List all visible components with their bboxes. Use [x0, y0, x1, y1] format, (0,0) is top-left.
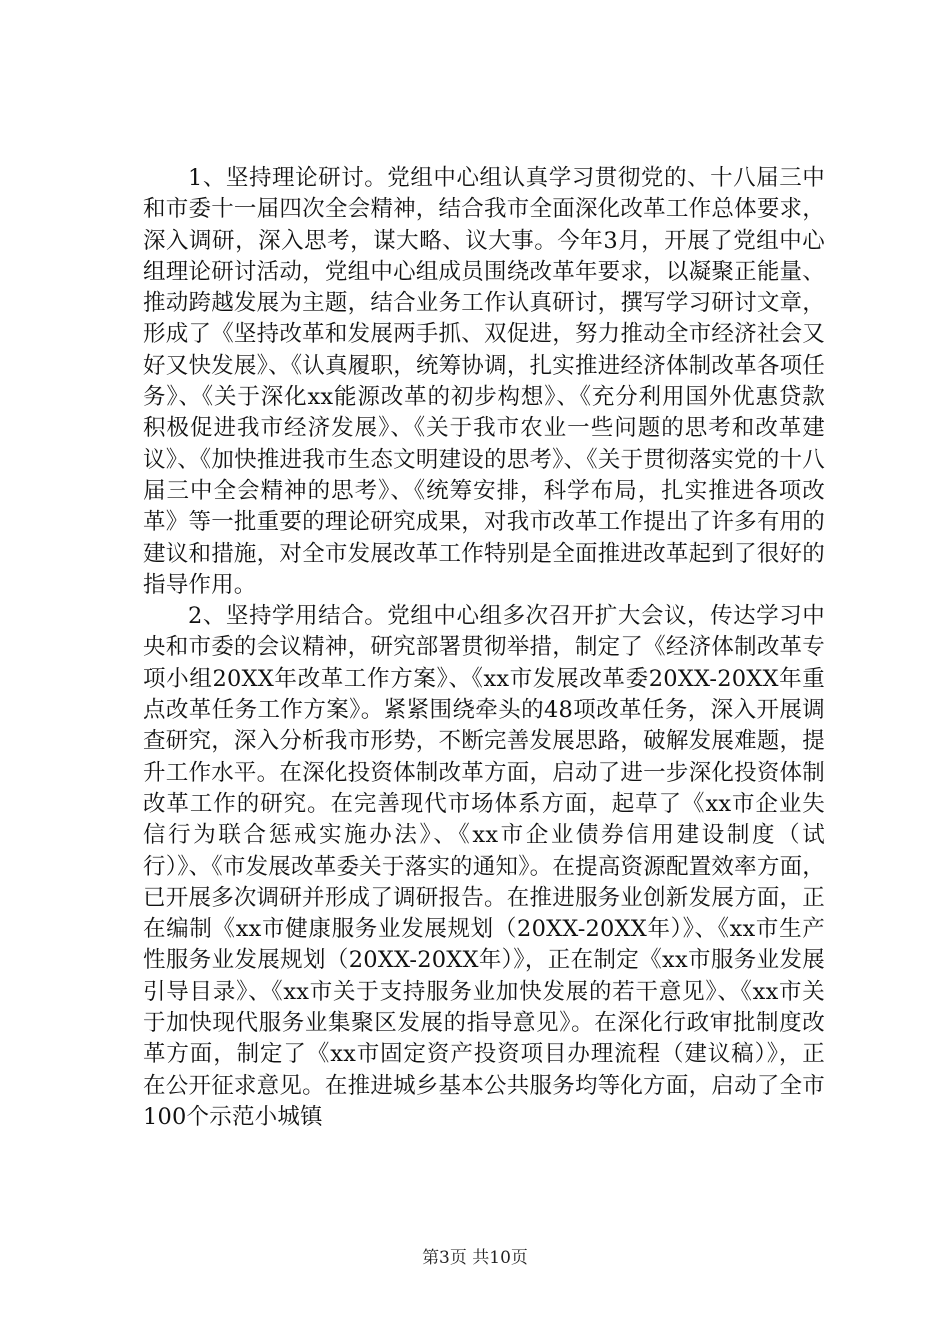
paragraph-2: 2、坚持学用结合。党组中心组多次召开扩大会议，传达学习中央和市委的会议精神，研究部署贯彻举措，制定了《经济体制改革专项小组20XX年改革工作方案》、《xx市发展改革委20XX-20XX年重点改革任务工作方案》。紧紧围绕牵头的48项改革任务，深入开展调查研究，深入分析我市形势，不断完善发展思路，破解发展难题，提升工作水平。在深化投资体制改革方面，启动了进一步深化投资体制改革工作的研究。在完善现代市场体系方面，起草了《xx市企业失信行为联合惩戒实施办法》、《xx市企业债券信用建设制度（试行）》、《市发展改革委关于落实的通知》。在提高资源配置效率方面，已开展多次调研并形成了调研报告。在推进服务业创新发展方面，正在编制《xx市健康服务业发展规划（20XX-20XX年）》、《xx市生产性服务业发展规划（20XX-20XX年）》，正在制定《xx市服务业发展引导目录》、《xx市关于支持服务业加快发展的若干意见》、《xx市关于加快现代服务业集聚区发展的指导意见》。在深化行政审批制度改革方面，制定了《xx市固定资产投资项目办理流程（建议稿）》，正在公开征求意见。在推进城乡基本公共服务均等化方面，启动了全市100个示范小城镇: [143, 603, 825, 1130]
page-number-footer: 第3页 共10页: [422, 1248, 528, 1268]
document-body: [143, 163, 825, 1133]
paragraph-1: 1、坚持理论研讨。党组中心组认真学习贯彻党的、十八届三中和市委十一届四次全会精神，结合我市全面深化改革工作总体要求，深入调研，深入思考，谋大略、议大事。今年3月，开展了党组中心组理论研讨活动，党组中心组成员围绕改革年要求，以凝聚正能量、推动跨越发展为主题，结合业务工作认真研讨，撰写学习研讨文章，形成了《坚持改革和发展两手抓、双促进，努力推动全市经济社会又好又快发展》、《认真履职，统筹协调，扎实推进经济体制改革各项任务》、《关于深化xx能源改革的初步构想》、《充分利用国外优惠贷款积极促进我市经济发展》、《关于我市农业一些问题的思考和改革建议》、《加快推进我市生态文明建设的思考》、《关于贯彻落实党的十八届三中全会精神的思考》、《统筹安排，科学布局，扎实推进各项改革》等一批重要的理论研究成果，对我市改革工作提出了许多有用的建议和措施，对全市发展改革工作特别是全面推进改革起到了很好的指导作用。: [143, 165, 825, 598]
